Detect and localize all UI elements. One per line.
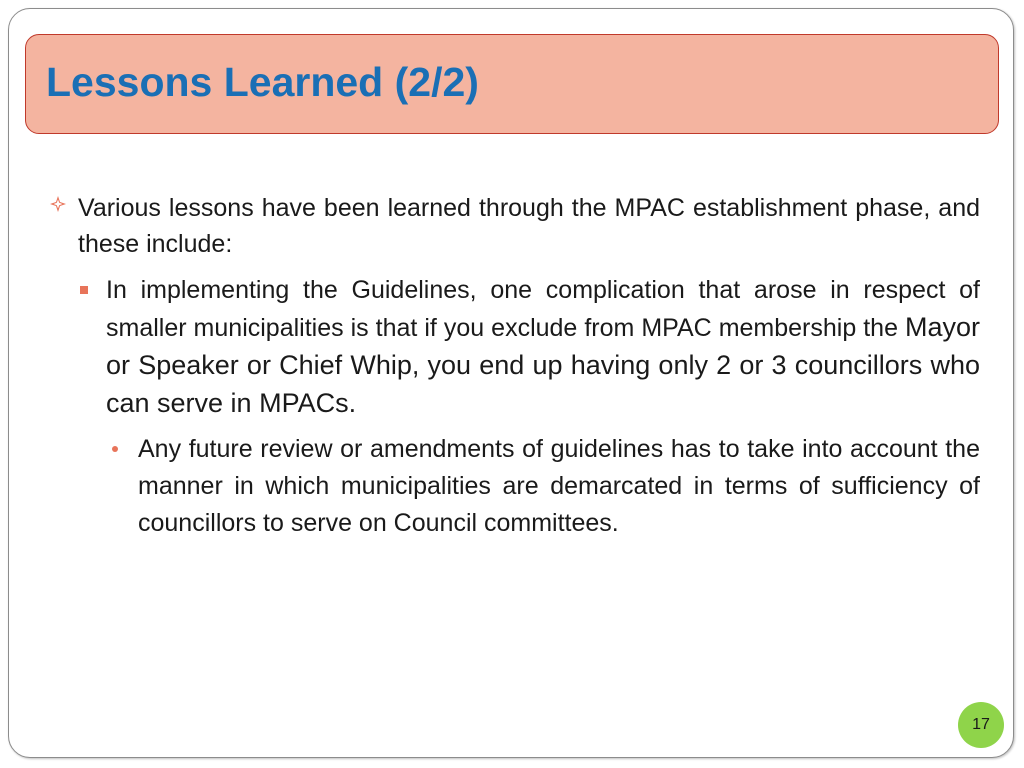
title-bar: [25, 34, 999, 134]
bullet-level-2: [78, 272, 980, 423]
bullet-level-1-text: Various lessons have been learned through the MPAC establishment phase, and these include:: [78, 194, 980, 258]
bullet-level-2-text-a: In implementing the Guidelines, one complication that arose in respect of smaller municipalities is that if you exclude from MPAC membership the: [106, 276, 980, 342]
square-bullet-icon: [80, 286, 88, 294]
bullet-level-2-text-b: Mayor or Speaker or Chief Whip, you end up having only 2 or 3 councillors who can serve in MPACs.: [106, 312, 980, 418]
diamond-bullet-icon: [50, 196, 66, 212]
slide-title: Lessons Learned (2/2): [46, 59, 479, 105]
slide-content: [50, 190, 980, 542]
bullet-level-3: [108, 431, 980, 542]
dot-bullet-icon: [112, 446, 118, 452]
bullet-level-1: [50, 190, 980, 262]
bullet-level-3-text: Any future review or amendments of guidelines has to take into account the manner in which municipalities are demarcated in terms of sufficiency of councillors to serve on Council committees.: [138, 435, 980, 537]
page-number-badge: 17: [958, 702, 1004, 748]
